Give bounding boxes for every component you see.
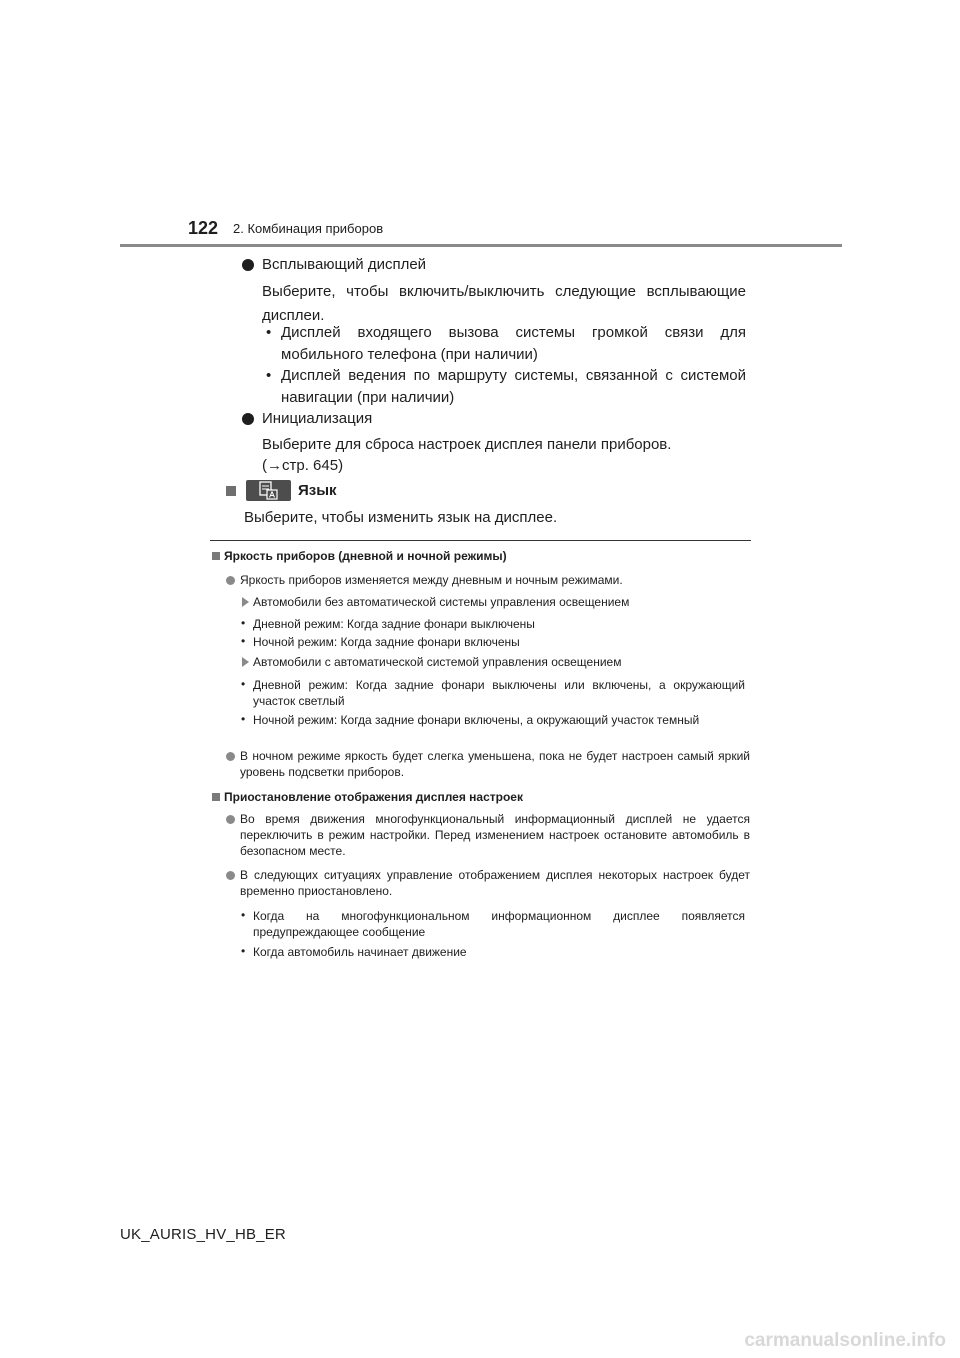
popup-title: Всплывающий дисплей xyxy=(262,256,427,273)
brightness-p1: Яркость приборов изменяется между дневным и ночным режимами. xyxy=(240,573,623,587)
list-bullet: • xyxy=(266,367,272,384)
brightness-p2: В ночном режиме яркость будет слегка уменьшена, пока не будет настроен самый яркий уровень подсветки приборов. xyxy=(240,749,750,779)
suspend-title: Приостановление отображения дисплея настроек xyxy=(224,790,523,804)
dot-bullet-icon xyxy=(226,752,235,761)
header-rule xyxy=(120,244,842,247)
dot-bullet-icon xyxy=(226,576,235,585)
brightness-sub1-item-1: Дневной режим: Когда задние фонари выключены xyxy=(253,617,535,631)
square-bullet-icon xyxy=(226,486,236,496)
language-body: Выберите, чтобы изменить язык на дисплее. xyxy=(244,509,558,526)
list-bullet: • xyxy=(241,944,246,958)
square-bullet-icon xyxy=(212,793,220,801)
square-bullet-icon xyxy=(212,552,220,560)
arrow-icon xyxy=(242,597,249,607)
suspend-p1: Во время движения многофункциональный информационный дисплей не удается переключить в режим настройки. Перед изменением настроек остановите автомобиль в безопасном месте. xyxy=(240,812,750,858)
list-bullet: • xyxy=(241,712,246,726)
brightness-sub1: Автомобили без автоматической системы управления освещением xyxy=(253,595,630,609)
brightness-sub2-item-2: Ночной режим: Когда задние фонари включены, а окружающий участок темный xyxy=(253,713,700,727)
brightness-sub2: Автомобили с автоматической системой управления освещением xyxy=(253,655,622,669)
popup-item-1: Дисплей входящего вызова системы громкой связи для мобильного телефона (при наличии) xyxy=(281,324,746,363)
bullet-icon xyxy=(242,413,254,425)
init-body: Выберите для сброса настроек дисплея панели приборов. xyxy=(262,436,672,453)
popup-item-2: Дисплей ведения по маршруту системы, связанной с системой навигации (при наличии) xyxy=(281,367,746,406)
init-title: Инициализация xyxy=(262,410,373,427)
brightness-title: Яркость приборов (дневной и ночной режимы) xyxy=(224,549,507,563)
page-number: 122 xyxy=(188,218,219,238)
suspend-item-1: Когда на многофункциональном информационном дисплее появляется предупреждающее сообщение xyxy=(253,909,745,939)
popup-body: Выберите, чтобы включить/выключить следующие всплывающие дисплеи. xyxy=(262,283,746,324)
brightness-sub2-item-1: Дневной режим: Когда задние фонари выключены или включены, а окружающий участок светлый xyxy=(253,678,745,708)
dot-bullet-icon xyxy=(226,871,235,880)
list-bullet: • xyxy=(241,908,246,922)
chapter-title: 2. Комбинация приборов xyxy=(233,221,384,236)
brightness-sub1-item-2: Ночной режим: Когда задние фонари включены xyxy=(253,635,520,649)
language-icon xyxy=(246,480,291,501)
list-bullet: • xyxy=(241,634,246,648)
list-bullet: • xyxy=(241,616,246,630)
list-bullet: • xyxy=(266,324,272,341)
watermark: carmanualsonline.info xyxy=(744,1330,946,1351)
list-bullet: • xyxy=(241,677,246,691)
language-title: Язык xyxy=(298,482,337,499)
footer-code: UK_AURIS_HV_HB_ER xyxy=(120,1226,286,1243)
suspend-item-2: Когда автомобиль начинает движение xyxy=(253,945,467,959)
arrow-icon xyxy=(242,657,249,667)
dot-bullet-icon xyxy=(226,815,235,824)
suspend-p2: В следующих ситуациях управление отображением дисплея некоторых настроек будет временно приостановлено. xyxy=(240,868,750,898)
init-ref: (→стр. 645) xyxy=(262,457,344,474)
section-divider xyxy=(210,540,751,541)
bullet-icon xyxy=(242,259,254,271)
